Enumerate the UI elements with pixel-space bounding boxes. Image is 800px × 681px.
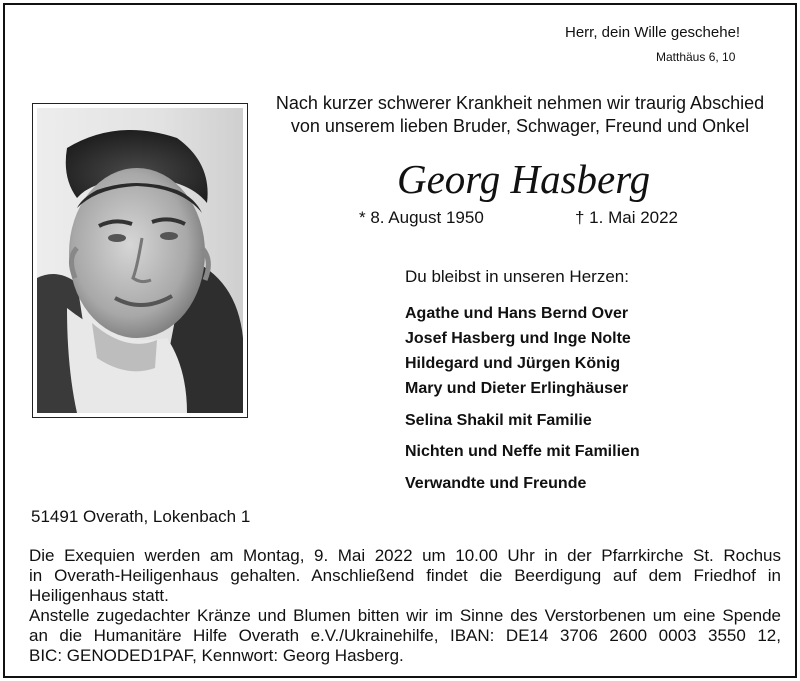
mourner-entry: Josef Hasberg und Inge Nolte — [405, 330, 631, 347]
funeral-line: Heiligenhaus statt. — [29, 586, 169, 605]
mourners-family-group — [405, 301, 640, 401]
donation-line: an die Humanitäre Hilfe Overath e.V./Ukrainehilfe, IBAN: DE14 3706 2600 0003 3550 12, — [29, 626, 781, 645]
death-date: † 1. Mai 2022 — [575, 208, 679, 227]
intro-text — [255, 92, 785, 138]
birth-date: * 8. August 1950 — [359, 208, 484, 227]
mourners-heading: Du bleibst in unseren Herzen: — [405, 267, 629, 286]
mourner-entry: Nichten und Neffe mit Familien — [405, 443, 640, 460]
portrait-image — [37, 108, 243, 413]
obituary-notice — [3, 3, 797, 678]
mourner-entry: Selina Shakil mit Familie — [405, 412, 592, 429]
mourner-entry: Verwandte und Freunde — [405, 475, 587, 492]
family-address: 51491 Overath, Lokenbach 1 — [31, 507, 251, 526]
intro-line: von unserem lieben Bruder, Schwager, Freund und Onkel — [290, 116, 750, 136]
portrait-photo — [32, 103, 248, 418]
funeral-details — [29, 546, 781, 666]
mourner-entry: Hildegard und Jürgen König — [405, 355, 621, 372]
intro-line: Nach kurzer schwerer Krankheit nehmen wir traurig Abschied — [275, 93, 765, 113]
donation-line: BIC: GENODED1PAF, Kennwort: Georg Hasberg. — [29, 646, 404, 665]
funeral-line: Die Exequien werden am Montag, 9. Mai 2022 um 10.00 Uhr in der Pfarrkirche St. Rochus — [29, 546, 781, 565]
deceased-name: Georg Hasberg — [397, 156, 651, 202]
bible-verse: Herr, dein Wille geschehe! — [565, 24, 741, 41]
donation-line: Anstelle zugedachter Kränze und Blumen bitten wir im Sinne des Verstorbenen um eine Spende — [29, 606, 781, 625]
mourner-entry: Agathe und Hans Bernd Over — [405, 305, 629, 322]
mourner-entry: Mary und Dieter Erlinghäuser — [405, 380, 629, 397]
bible-verse-reference: Matthäus 6, 10 — [656, 50, 736, 64]
funeral-line: in Overath-Heiligenhaus gehalten. Anschließend findet die Beerdigung auf dem Friedhof in — [29, 566, 781, 585]
mourners-list — [405, 301, 640, 496]
